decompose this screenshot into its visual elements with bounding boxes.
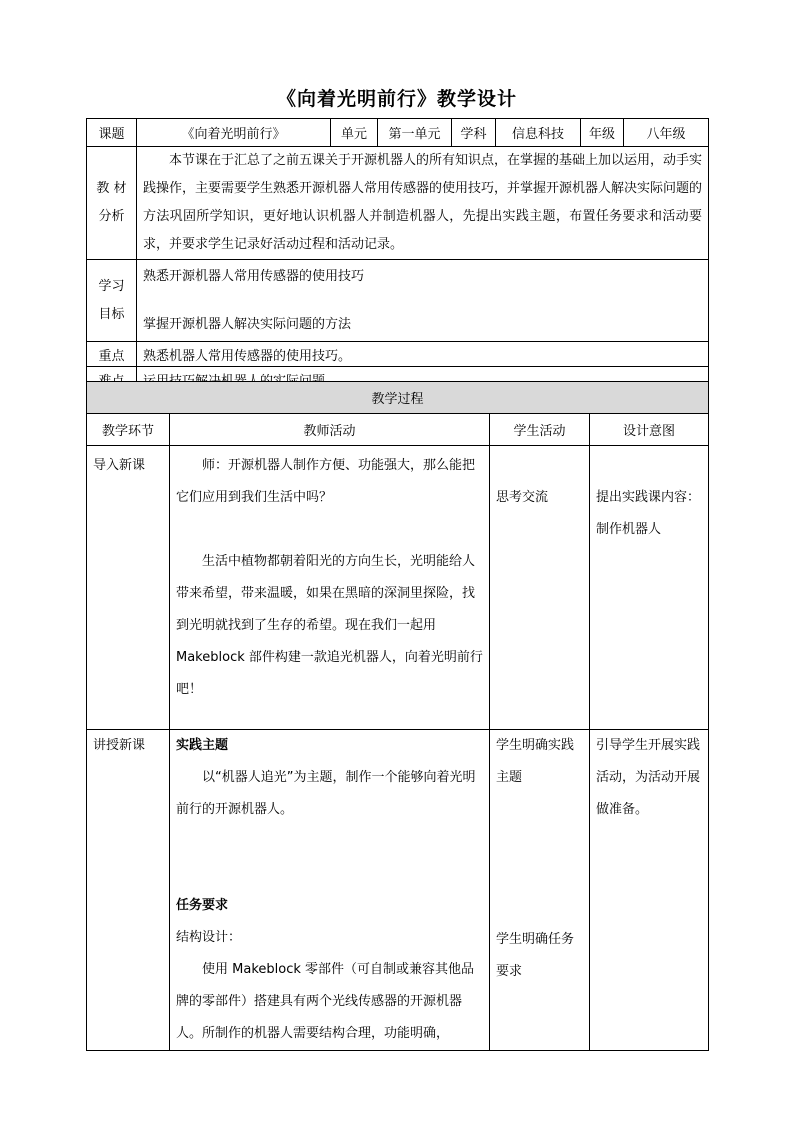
design-intent-new <box>590 730 709 1051</box>
structure-design-label: 结构设计： <box>176 930 242 945</box>
analysis-label-line2: 分析 <box>98 209 125 224</box>
teacher-intro-p2: 生活中植物都朝着阳光的方向生长，光明能给人带来希望，带来温暖，如果在黑暗的深洞里探险，找到光明就找到了生存的希望。现在我们一起用 Makeblock 部件构建一款追光机器人，向着光明前行吧！ <box>176 554 483 697</box>
goals-cell <box>137 260 709 342</box>
design-intent-intro <box>590 446 709 730</box>
spacer <box>176 514 483 546</box>
col-header-intent: 设计意图 <box>590 414 709 446</box>
unit-value: 第一单元 <box>378 119 452 147</box>
topic-label: 课题 <box>87 119 137 147</box>
teacher-intro-p1: 师：开源机器人制作方便、功能强大，那么能把它们应用到我们生活中吗？ <box>176 458 476 505</box>
structure-design-text: 使用 Makeblock 零部件（可自制或兼容其他品牌的零部件）搭建具有两个光线传感器的开源机器人。所制作的机器人需要结构合理，功能明确， <box>176 962 475 1041</box>
spacer <box>176 826 483 858</box>
goals-label <box>87 260 137 342</box>
student-new-text-2: 学生明确任务要求 <box>496 932 575 979</box>
practice-theme-text: 以“机器人追光”为主题，制作一个能够向着光明前行的开源机器人。 <box>176 770 476 817</box>
teacher-activity-new <box>170 730 490 1051</box>
student-activity-new <box>490 730 590 1051</box>
stage-new-lesson-label: 讲授新课 <box>93 738 146 753</box>
lesson-info-table <box>86 118 709 393</box>
student-new-text-1: 学生明确实践主题 <box>496 738 575 785</box>
stage-intro <box>87 446 170 730</box>
col-header-student: 学生活动 <box>490 414 590 446</box>
key-point-label: 重点 <box>87 342 137 367</box>
unit-label: 单元 <box>331 119 378 147</box>
key-point-text: 熟悉机器人常用传感器的使用技巧。 <box>137 342 709 367</box>
student-intro-text: 思考交流 <box>496 490 549 505</box>
grade-value: 八年级 <box>624 119 709 147</box>
teacher-activity-intro <box>170 446 490 730</box>
spacer <box>496 794 583 924</box>
process-header: 教学过程 <box>87 382 709 414</box>
intent-intro-text: 提出实践课内容：制作机器人 <box>596 490 701 537</box>
goal-item-2: 掌握开源机器人解决实际问题的方法 <box>143 316 352 332</box>
col-header-stage: 教学环节 <box>87 414 170 446</box>
subject-label: 学科 <box>452 119 496 147</box>
spacer <box>176 858 483 890</box>
student-activity-intro <box>490 446 590 730</box>
heading-practice-theme: 实践主题 <box>176 738 229 753</box>
analysis-label-line1: 教 材 <box>96 181 127 196</box>
stage-intro-label: 导入新课 <box>93 458 146 473</box>
goals-label-line1: 学习 <box>98 278 125 294</box>
document-title: 《向着光明前行》教学设计 <box>276 88 517 110</box>
analysis-label <box>87 147 137 260</box>
teaching-process-table <box>86 381 709 1051</box>
analysis-text: 本节课在于汇总了之前五课关于开源机器人的所有知识点，在掌握的基础上加以运用，动手实践操作，主要需要学生熟悉开源机器人常用传感器的使用技巧，并掌握开源机器人解决实际问题的方法巩固所学知识，更好地认识机器人并制造机器人，先提出实践主题，布置任务要求和活动要求，并要求学生记录好活动过程和活动记录。 <box>143 153 703 252</box>
grade-label: 年级 <box>581 119 624 147</box>
analysis-text-cell <box>137 147 709 260</box>
subject-value: 信息科技 <box>496 119 581 147</box>
goal-item-1: 熟悉开源机器人常用传感器的使用技巧 <box>143 268 365 284</box>
topic-value: 《向着光明前行》 <box>137 119 331 147</box>
col-header-teacher: 教师活动 <box>170 414 490 446</box>
goals-label-line2: 目标 <box>98 306 125 322</box>
heading-task-requirements: 任务要求 <box>176 898 229 913</box>
stage-new-lesson <box>87 730 170 1051</box>
intent-new-text: 引导学生开展实践活动，为活动开展做准备。 <box>596 738 701 817</box>
